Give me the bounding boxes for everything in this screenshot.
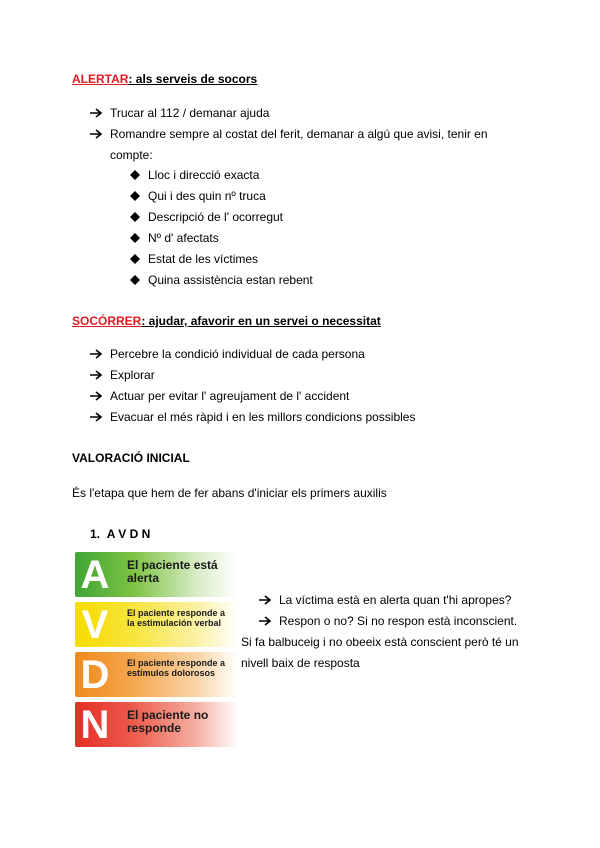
sub-list-item-text: Lloc i direcció exacta xyxy=(148,168,260,182)
section-number: 1. xyxy=(90,527,101,541)
arrow-right-icon xyxy=(90,129,103,139)
avdn-note-line: Si fa balbuceig i no obeeix està conscient però té un xyxy=(241,635,519,649)
arrow-right-icon xyxy=(90,391,103,401)
avdn-note xyxy=(259,593,511,607)
list-item-continuation: compte: xyxy=(110,148,153,162)
section-heading-avdn xyxy=(90,527,150,541)
avdn-letter: N xyxy=(80,703,110,747)
list-item xyxy=(90,389,349,403)
avdn-row-a xyxy=(75,552,238,597)
avdn-row-v xyxy=(75,602,238,647)
list-item-text: Romandre sempre al costat del ferit, demanar a algú que avisi, tenir en xyxy=(110,127,488,141)
diamond-bullet-icon xyxy=(130,212,140,222)
avdn-note-text: La víctima està en alerta quan t'hi apropes? xyxy=(279,593,512,607)
diamond-bullet-icon xyxy=(130,254,140,264)
sub-list-item xyxy=(130,189,266,203)
diamond-bullet-icon xyxy=(130,233,140,243)
sub-list-item-text: Quina assistència estan rebent xyxy=(148,273,313,287)
avdn-description: El paciente está alerta xyxy=(127,558,218,586)
sub-list-item xyxy=(130,273,313,287)
sub-list-item-text: Estat de les víctimes xyxy=(148,252,259,266)
sub-list-item xyxy=(130,168,259,182)
list-item xyxy=(90,368,155,382)
sub-list-item xyxy=(130,210,283,224)
socorrer-keyword: SOCÓRRER xyxy=(72,314,142,328)
avdn-table xyxy=(75,552,238,747)
diamond-bullet-icon xyxy=(130,275,140,285)
list-item xyxy=(90,127,488,141)
socorrer-heading xyxy=(72,314,381,328)
arrow-right-icon xyxy=(90,370,103,380)
avdn-row-n xyxy=(75,702,238,747)
avdn-note xyxy=(259,614,517,628)
diamond-bullet-icon xyxy=(130,191,140,201)
avdn-description: El paciente responde a la estimulación verbal xyxy=(127,608,226,628)
avdn-note-line: nivell baix de resposta xyxy=(241,656,360,670)
sub-list-item-text: Qui i des quin nº truca xyxy=(148,189,266,203)
list-item-text: Percebre la condició individual de cada persona xyxy=(110,347,365,361)
arrow-right-icon xyxy=(259,595,272,605)
arrow-right-icon xyxy=(90,349,103,359)
list-item xyxy=(90,106,269,120)
avdn-description: El paciente no responde xyxy=(127,708,209,736)
avdn-description: El paciente responde a estímulos dolorosos xyxy=(127,658,226,678)
avdn-note-text: Respon o no? Si no respon està inconscient. xyxy=(279,614,518,628)
sub-list-item-text: Descripció de l' ocorregut xyxy=(148,210,284,224)
avdn-row-d xyxy=(75,652,238,697)
section-title: A V D N xyxy=(106,527,151,541)
avdn-letter: A xyxy=(80,553,110,597)
valoracio-heading: VALORACIÓ INICIAL xyxy=(72,451,190,465)
avdn-letter: D xyxy=(80,653,110,697)
alertar-keyword: ALERTAR xyxy=(72,72,129,86)
sub-list-item-text: Nº d' afectats xyxy=(148,231,219,245)
list-item-text: Explorar xyxy=(110,368,155,382)
list-item xyxy=(90,410,415,424)
sub-list-item xyxy=(130,252,258,266)
list-item-text: Trucar al 112 / demanar ajuda xyxy=(110,106,270,120)
alertar-heading xyxy=(72,72,257,86)
alertar-heading-rest: : als serveis de socors xyxy=(128,72,258,86)
list-item-text: Evacuar el més ràpid i en les millors condicions possibles xyxy=(110,410,416,424)
sub-list-item xyxy=(130,231,219,245)
valoracio-intro: És l'etapa que hem de fer abans d'iniciar els primers auxilis xyxy=(72,486,387,500)
list-item xyxy=(90,347,365,361)
arrow-right-icon xyxy=(90,412,103,422)
avdn-letter: V xyxy=(81,603,109,647)
socorrer-heading-rest: : ajudar, afavorir en un servei o necessitat xyxy=(141,314,381,328)
diamond-bullet-icon xyxy=(130,170,140,180)
list-item-text: Actuar per evitar l' agreujament de l' accident xyxy=(110,389,350,403)
arrow-right-icon xyxy=(259,616,272,626)
arrow-right-icon xyxy=(90,108,103,118)
